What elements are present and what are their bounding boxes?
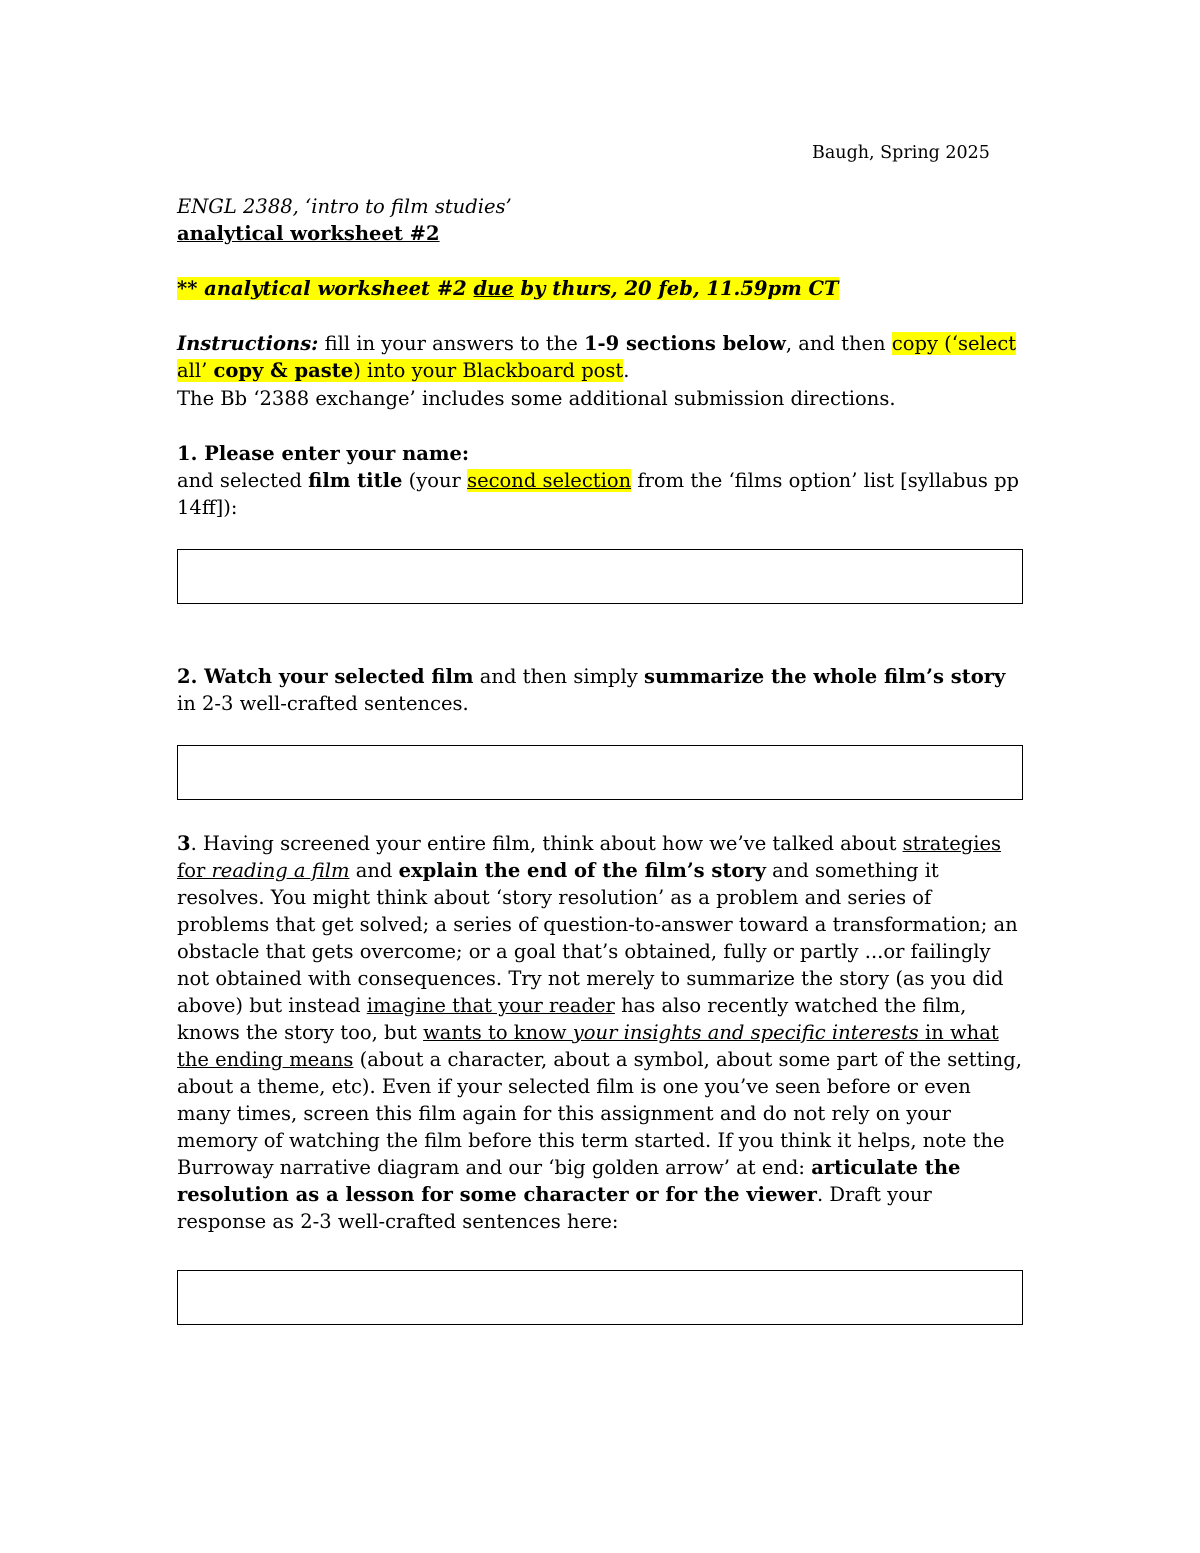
question-1-film-title	[177, 467, 1027, 521]
q3-reading-a-film: reading a film	[211, 859, 350, 882]
instructions-label: Instructions:	[177, 332, 319, 355]
question-2-number: 2	[177, 665, 191, 688]
q3-explain-end: explain the end of the film’s story	[398, 859, 766, 882]
due-prefix: ** analytical worksheet #2	[177, 277, 474, 300]
q3-text: . Draft your response as 2-3 well-crafted sentences here:	[177, 1183, 932, 1233]
q3-text: . Having screened your entire film, think about how we’ve talked about	[190, 832, 903, 855]
q3-text: (about a character, about a symbol, about some part of the setting, about a theme, etc). Even if your selected film is one you’ve seen before or even many times, screen this film again for this assignment and do not rely on your memory of watching the film before this term started. If you think it helps, note the Burroway narrative diagram and our ‘big golden arrow’ at end:	[177, 1048, 1022, 1179]
course-title: ENGL 2388, ‘intro to film studies’	[177, 195, 512, 218]
question-3-prompt	[177, 830, 1027, 1235]
instructions-text: fill in your answers to the	[318, 332, 584, 355]
due-word: due	[473, 277, 514, 300]
instructions-sections: 1-9 sections below	[583, 332, 786, 355]
q2-text: in 2-3 well-crafted sentences.	[177, 692, 469, 715]
q3-imagine-reader: imagine that your reader	[366, 994, 615, 1017]
q1-second-selection: second selection	[467, 469, 632, 492]
answer-box-question-1[interactable]	[177, 549, 1023, 604]
q2-watch: . Watch your selected film	[190, 665, 474, 688]
answer-box-question-2[interactable]	[177, 745, 1023, 800]
instructions-copy-paste: copy & paste	[213, 359, 354, 382]
question-2-prompt	[177, 663, 1027, 717]
q3-wants-to-know: wants to know	[423, 1021, 573, 1044]
q3-articulate-resolution: articulate the resolution as a lesson for some character or for the viewer	[177, 1156, 961, 1206]
instructions-copy: copy (‘select all’	[177, 332, 1017, 382]
q3-text: has also recently watched the film, knows the story too, but	[177, 994, 967, 1044]
answer-box-question-3[interactable]	[177, 1270, 1023, 1325]
question-1-label: . Please enter your name:	[190, 442, 470, 465]
instructions-paragraph	[177, 330, 1027, 384]
q3-ending-means: in what the ending means	[177, 1021, 999, 1071]
instructions-text: , and then	[785, 332, 892, 355]
q3-text: and	[349, 859, 399, 882]
q1-text: from the ‘films option’ list [syllabus pp 14ff]):	[177, 469, 1020, 519]
q1-text: (your	[402, 469, 468, 492]
q2-summarize: summarize the whole film’s story	[644, 665, 1006, 688]
q3-insights: your insights and specific interests	[572, 1021, 919, 1044]
q3-text: and something it resolves. You might think about ‘story resolution’ as a problem and series of problems that get solved; a series of question-to-answer toward a transformation; an obstacle that gets overcome; or a goal that’s obtained, fully or partly ...or failingly not obtained with consequences. Try not merely to summarize the story (as you did above) but instead	[177, 859, 1018, 1017]
instructions-period: .	[623, 359, 630, 382]
q1-text: and selected	[177, 469, 309, 492]
worksheet-title: analytical worksheet #2	[177, 222, 440, 245]
due-notice	[177, 275, 1027, 302]
q3-strategies: strategies for	[177, 832, 1002, 882]
question-3-number: 3	[177, 832, 191, 855]
question-1-prompt	[177, 440, 1027, 467]
submission-directions: The Bb ‘2388 exchange’ includes some additional submission directions.	[177, 387, 896, 410]
question-1-number: 1	[177, 442, 191, 465]
due-suffix: by thurs, 20 feb, 11.59pm CT	[513, 277, 839, 300]
q2-text: and then simply	[473, 665, 644, 688]
author-term-header: Baugh, Spring 2025	[812, 143, 990, 163]
instructions-blackboard: ) into your Blackboard post	[353, 359, 624, 382]
q1-film-title-bold: film title	[308, 469, 403, 492]
